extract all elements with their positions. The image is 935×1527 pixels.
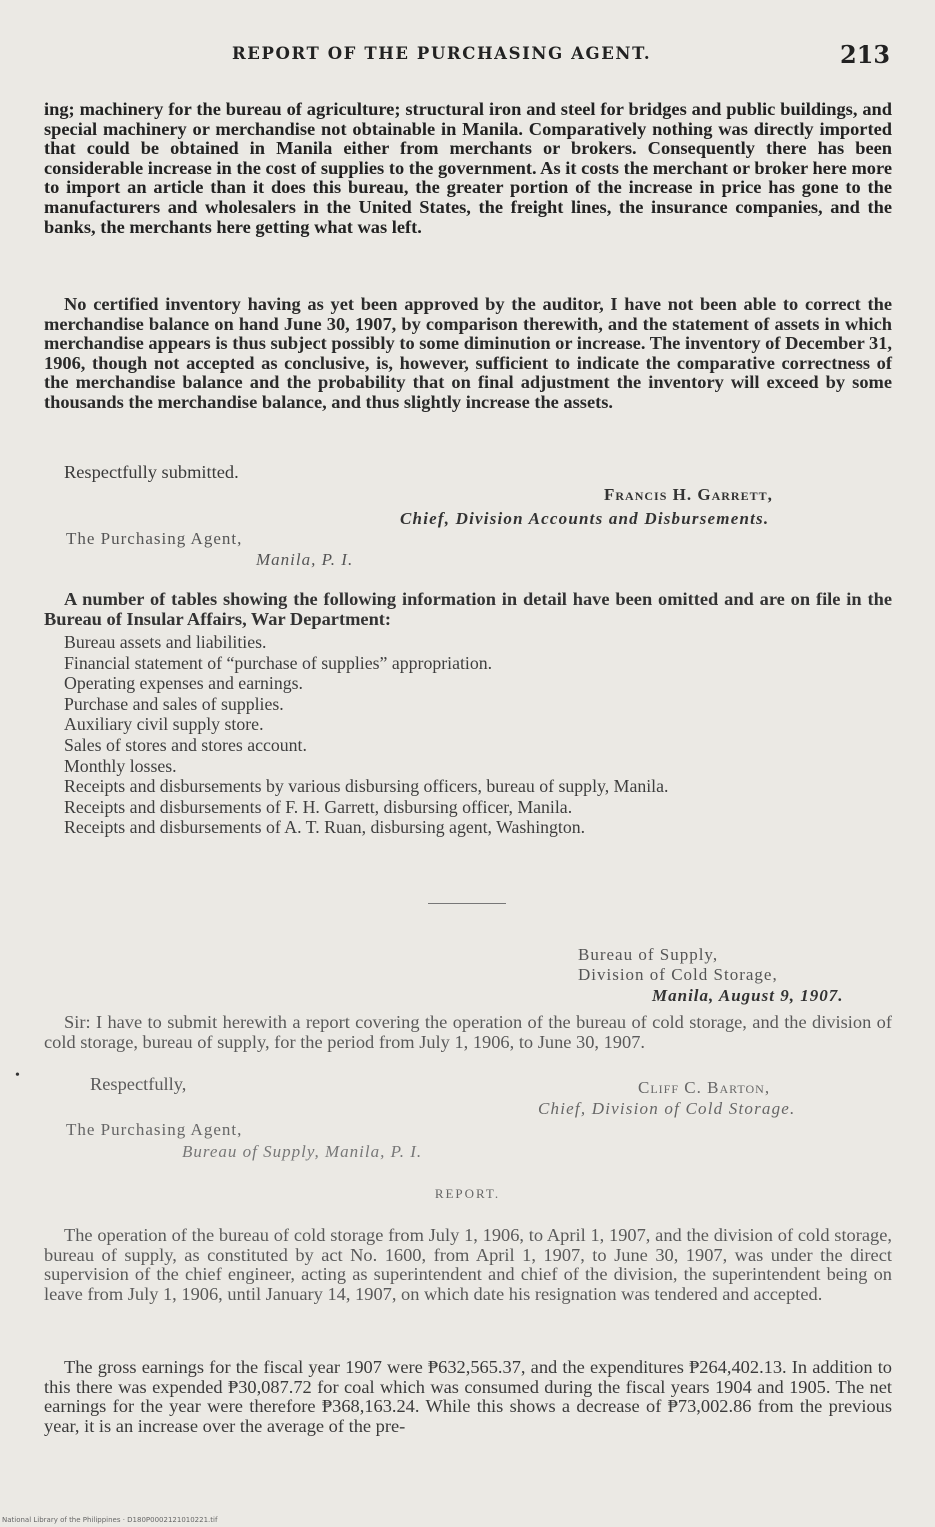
section-divider <box>428 903 506 904</box>
report-paragraph-1 <box>44 1226 892 1304</box>
addressee-line-1: The Purchasing Agent, <box>66 529 243 548</box>
body-paragraph-2 <box>44 295 892 413</box>
list-item: Operating expenses and earnings. <box>64 673 303 694</box>
letterhead-date: Manila, August 9, 1907. <box>652 986 844 1005</box>
addressee2-line-1: The Purchasing Agent, <box>66 1120 243 1139</box>
addressee-line-2: Manila, P. I. <box>256 550 354 569</box>
sir-letter <box>44 1013 892 1052</box>
report-paragraph-2 <box>44 1358 892 1436</box>
page-header <box>0 40 935 74</box>
page-number: 213 <box>840 40 891 69</box>
scan-footer: National Library of the Philippines · D180P0002121010221.tif <box>2 1516 218 1524</box>
list-item: Receipts and disbursements of A. T. Ruan, disbursing agent, Washington. <box>64 817 586 838</box>
signature-title-garrett: Chief, Division Accounts and Disbursements. <box>400 509 770 528</box>
closing-respectfully-submitted: Respectfully submitted. <box>64 462 239 482</box>
list-item: Purchase and sales of supplies. <box>64 693 284 714</box>
addressee2-line-2: Bureau of Supply, Manila, P. I. <box>182 1142 423 1161</box>
body-paragraph-1 <box>44 100 892 237</box>
letterhead-line-1: Bureau of Supply, <box>578 945 719 964</box>
report-text-2: The gross earnings for the fiscal year 1907 were ₱632,565.37, and the expenditures ₱264,402.13. In addition to this there was expended ₱30,087.72 for coal which was consumed during the fiscal years 1904 and 1905. The net earnings for the year were therefore ₱368,163.24. While this shows a decrease of ₱73,002.86 from the previous year, it is an increase over the average of the pre- <box>44 1357 892 1436</box>
closing-respectfully: Respectfully, <box>90 1074 187 1094</box>
list-item: Receipts and disbursements of F. H. Garrett, disbursing officer, Manila. <box>64 796 573 817</box>
signature-title-barton: Chief, Division of Cold Storage. <box>538 1099 796 1118</box>
list-item: Monthly losses. <box>64 755 177 776</box>
list-item: Bureau assets and liabilities. <box>64 632 267 652</box>
report-heading: REPORT. <box>434 1186 501 1201</box>
margin-mark: • <box>15 1068 20 1083</box>
running-title: REPORT OF THE PURCHASING AGENT. <box>232 44 652 63</box>
list-item: Receipts and disbursements by various disbursing officers, bureau of supply, Manila. <box>64 776 669 797</box>
list-item: Financial statement of “purchase of supplies” appropriation. <box>64 652 493 673</box>
list-item: Sales of stores and stores account. <box>64 734 307 755</box>
sir-letter-text: Sir: I have to submit herewith a report covering the operation of the bureau of cold storage, and the division of cold storage, bureau of supply, for the period from July 1, 1906, to June 30, 1907. <box>44 1012 892 1052</box>
report-text-1: The operation of the bureau of cold storage from July 1, 1906, to April 1, 1907, and the division of cold storage, bureau of supply, as constituted by act No. 1600, from April 1, 1907, to June 30, 1907, was under the direct supervision of the chief engineer, acting as superintendent and chief of the division, the superintendent being on leave from July 1, 1906, until January 14, 1907, on which date his resignation was tendered and accepted. <box>44 1225 892 1304</box>
paragraph-inventory: No certified inventory having as yet been approved by the auditor, I have not been able to correct the merchandise balance on hand June 30, 1907, by comparison therewith, and the statement of assets in which merchandise appears is thus subject possibly to some diminution or increase. The inventory of December 31, 1906, though not accepted as conclusive, is, however, sufficient to indicate the comparative correctness of the merchandise balance and the probability that on final adjustment the inventory will exceed by some thousands the merchandise balance, and thus slightly increase the assets. <box>44 294 892 412</box>
tables-list <box>64 632 894 838</box>
list-item: Auxiliary civil supply store. <box>64 714 264 735</box>
tables-intro-text: A number of tables showing the following information in detail have been omitted and are on file in the Bureau of Insular Affairs, War Department: <box>44 589 892 629</box>
closing-1 <box>64 463 912 483</box>
signature-name-garrett: Francis H. Garrett, <box>604 485 773 504</box>
paragraph-continuation: ing; machinery for the bureau of agriculture; structural iron and steel for bridges and public buildings, and special machinery or merchandise not obtainable in Manila. Comparatively nothing was directly imported that could be obtained in Manila either from merchants or brokers. Consequently there has been considerable increase in the cost of supplies to the government. As it costs the merchant or broker here more to import an article than it does this bureau, the greater portion of the increase in price has gone to the manufacturers and wholesalers in the United States, the freight lines, the insurance companies, and the banks, the merchants here getting what was left. <box>44 99 892 237</box>
closing-2 <box>90 1075 390 1095</box>
letterhead-line-2: Division of Cold Storage, <box>578 965 778 984</box>
tables-intro <box>44 590 892 629</box>
signature-name-barton: Cliff C. Barton, <box>638 1078 771 1097</box>
